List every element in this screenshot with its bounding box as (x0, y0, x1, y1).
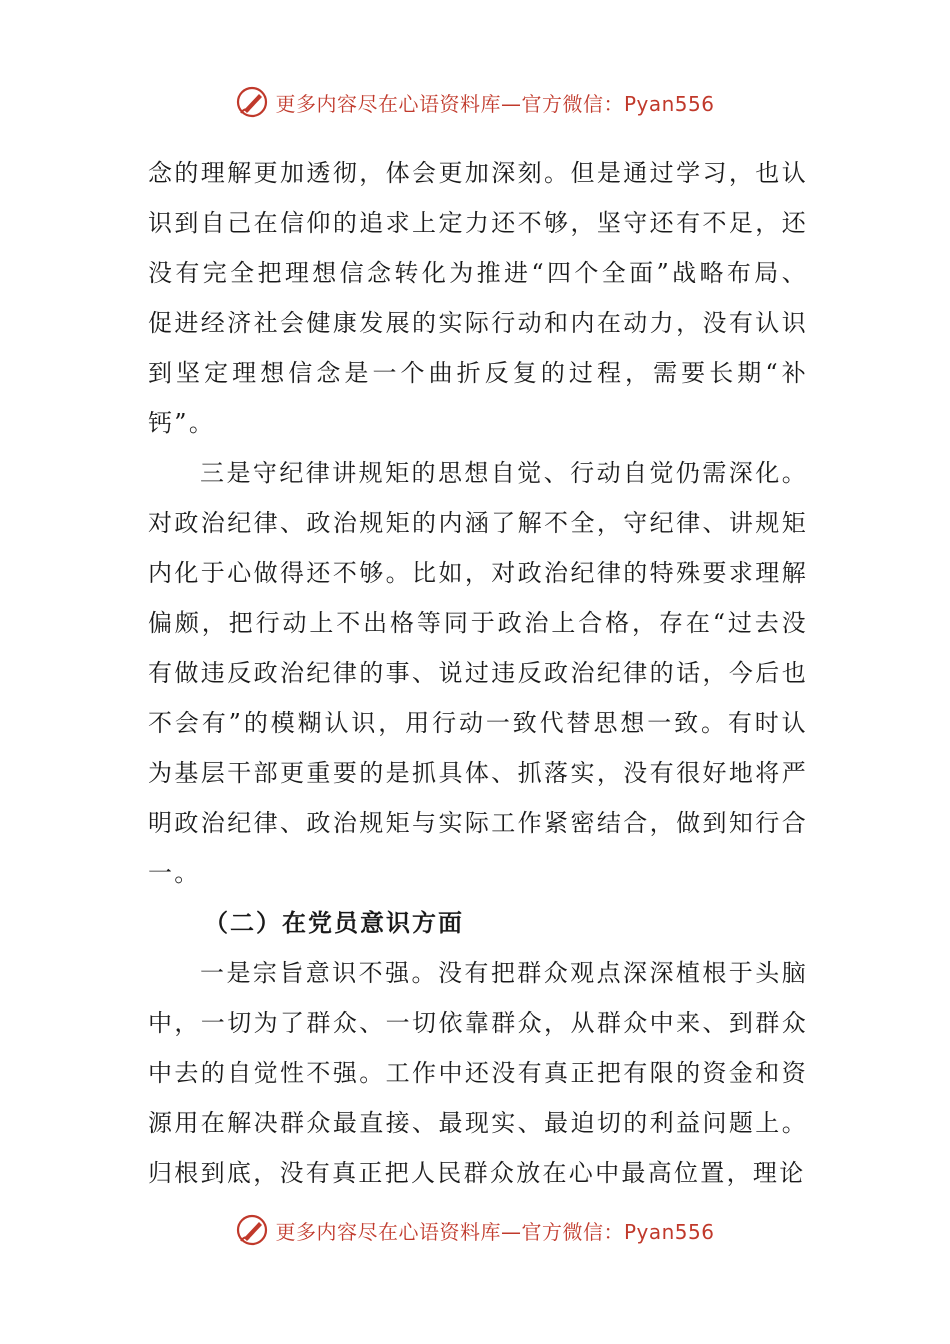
header-watermark (0, 82, 950, 122)
pen-logo-icon (235, 85, 269, 119)
paragraph-discipline: 三是守纪律讲规矩的思想自觉、行动自觉仍需深化。对政治纪律、政治规矩的内涵了解不全，守纪律、讲规矩内化于心做得还不够。比如，对政治纪律的特殊要求理解偏颇，把行动上不出格等同于政治上合格，存在“过去没有做违反政治纪律的事、说过违反政治纪律的话，今后也不会有”的模糊认识，用行动一致代替思想一致。有时认为基层干部更重要的是抓具体、抓落实，没有很好地将严明政治纪律、政治规矩与实际工作紧密结合，做到知行合一。 (148, 459, 808, 887)
pen-logo-icon (235, 1213, 269, 1247)
footer-watermark (0, 1210, 950, 1250)
paragraph-continuation: 念的理解更加透彻，体会更加深刻。但是通过学习，也认识到自己在信仰的追求上定力还不够，坚守还有不足，还没有完全把理想信念转化为推进“四个全面”战略布局、促进经济社会健康发展的实际行动和内在动力，没有认识到坚定理想信念是一个曲折反复的过程，需要长期“补钙”。 (148, 159, 808, 437)
paragraph-purpose: 一是宗旨意识不强。没有把群众观点深深植根于头脑中，一切为了群众、一切依靠群众，从群众中来、到群众中去的自觉性不强。工作中还没有真正把有限的资金和资源用在解决群众最直接、最现实、最迫切的利益问题上。归根到底，没有真正把人民群众放在心中最高位置，理论 (148, 959, 808, 1187)
header-watermark-text: 更多内容尽在心语资料库—官方微信：Pyan556 (275, 91, 715, 116)
section-heading: （二）在党员意识方面 (204, 909, 464, 937)
footer-watermark-text: 更多内容尽在心语资料库—官方微信：Pyan556 (275, 1219, 715, 1244)
document-body (148, 148, 808, 1198)
